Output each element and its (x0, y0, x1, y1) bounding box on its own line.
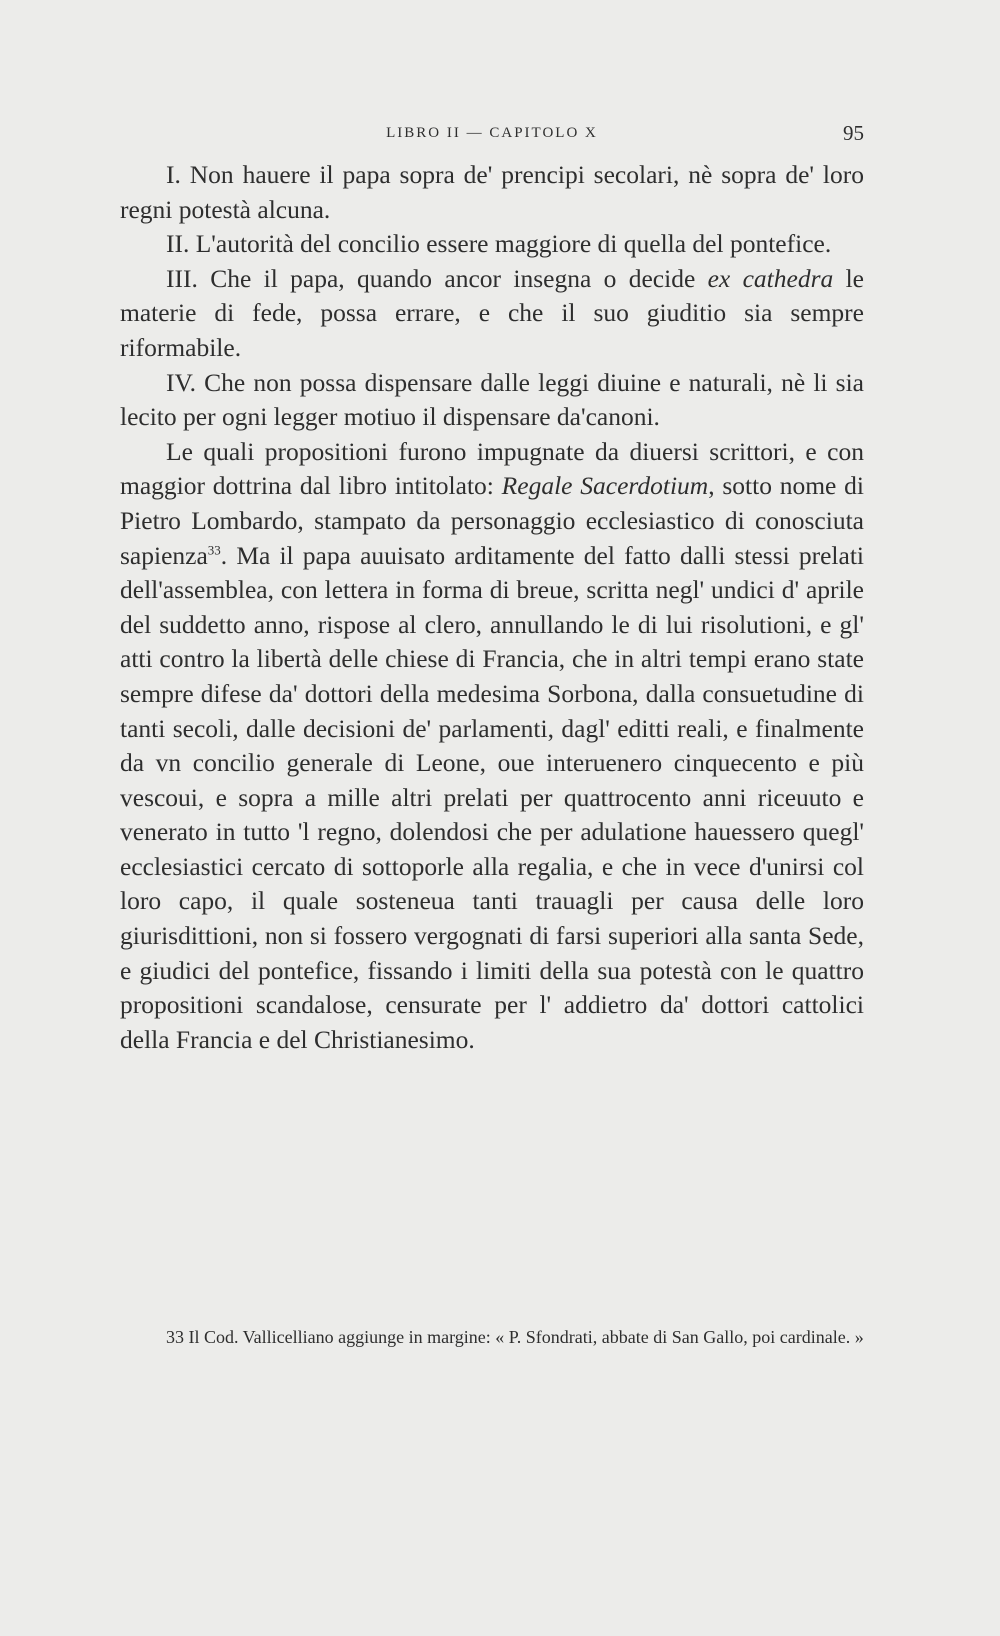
footnote (120, 1324, 864, 1351)
footnote-text: 33 Il Cod. Vallicelliano aggiunge in margine: « P. Sfondrati, abbate di San Gallo, poi cardinale. » (166, 1327, 864, 1347)
main-paragraph (120, 435, 864, 1058)
page-header (120, 121, 864, 149)
main-text (120, 158, 864, 1057)
book-title-italic: Regale Sacerdotium (501, 471, 709, 501)
main-paragraph-text-b: , sotto nome di Pietro Lombardo, stampato da personaggio ecclesiastico di conosciuta sapienza (120, 471, 864, 570)
proposition-4: IV. Che non possa dispensare dalle leggi diuine e naturali, nè li sia lecito per ogni legger motiuo il dispensare da'canoni. (120, 367, 864, 432)
main-paragraph-text-c: . Ma il papa auuisato arditamente del fatto dalli stessi prelati dell'assemblea, con lettera in forma di breue, scritta negl' undici d' aprile del suddetto anno, rispose al clero, annullando le di lui risolutioni, e gl' atti contro la libertà delle chiese di Francia, che in altri tempi erano state sempre difese da' dottori della medesima Sorbona, dalla consuetudine di tanti secoli, dalle decisioni de' parlamenti, dagl' editti reali, e finalmente da vn concilio generale di Leone, oue interuenero cinquecento e più vescoui, e sopra a mille altri prelati per quattrocento anni riceuuto e venerato in tutto 'l regno, dolendosi che per adulatione hauessero quegl' ecclesiastici cercato di sottoporle alla regalia, e che in vece d'unirsi col loro capo, il quale sosteneua tanti trauagli per causa delle loro giurisdittioni, non si fossero vergognati di farsi superiori alla santa Sede, e giudici del pontefice, fissando i limiti della sua potestà con le quattro propositioni scandalose, censurate per l' addietro da' dottori cattolici della Francia e del Christianesimo. (120, 540, 864, 1054)
proposition-1: I. Non hauere il papa sopra de' prencipi secolari, nè sopra de' loro regni potestà alcuna. (120, 160, 864, 224)
page-number: 95 (843, 121, 864, 145)
proposition-2: II. L'autorità del concilio essere maggiore di quella del pontefice. (166, 229, 832, 259)
proposition-3-text-a: III. Che il papa, quando ancor insegna o decide (166, 263, 708, 293)
main-paragraph-text-a: Le quali propositioni furono impugnate da diuersi scrittori, e con maggior dottrina dal libro intitolato: (120, 436, 864, 501)
ex-cathedra-italic: ex cathedra (707, 263, 834, 293)
proposition-3-text-b: le materie di fede, possa errare, e che il suo giuditio sia sempre riformabile. (120, 263, 864, 362)
footnote-reference: 33 (207, 542, 221, 558)
proposition-3 (120, 262, 864, 366)
running-head: LIBRO II — CAPITOLO X (386, 125, 598, 141)
